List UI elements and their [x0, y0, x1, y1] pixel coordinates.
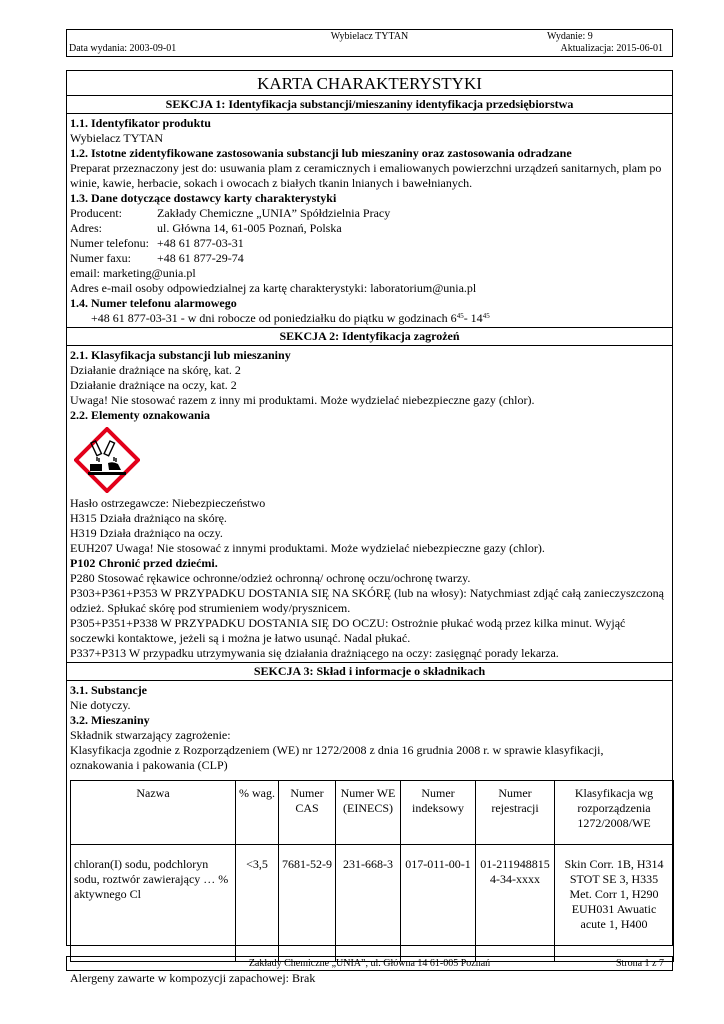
fax-value: +48 61 877-29-74	[157, 251, 244, 265]
phone-label: Numer telefonu:	[70, 236, 149, 250]
subsection-3-2: 3.2. Mieszaniny	[70, 713, 150, 727]
subsection-1-4: 1.4. Numer telefonu alarmowego	[70, 296, 237, 310]
precaution-p337: P337+P313 W przypadku utrzymywania się działania drażniącego na oczy: zasięgnąć porady lekarza.	[70, 646, 559, 660]
phone-row	[70, 236, 669, 251]
table-header: Numer rejestracji	[476, 781, 555, 845]
product-name: Wybielacz TYTAN	[70, 131, 164, 145]
subsection-1-2: 1.2. Istotne zidentyfikowane zastosowania substancji lub mieszaniny oraz zastosowania odradzane	[70, 146, 572, 160]
table-cell: Skin Corr. 1B, H314 STOT SE 3, H335 Met. Corr 1, H290 EUH031 Awuatic acute 1, H400	[555, 845, 674, 962]
header-product: Wybielacz TYTAN	[330, 31, 409, 42]
corrosion-pictogram-icon	[74, 427, 140, 493]
section-1-content	[67, 114, 672, 327]
footer-page-number: Strona 1 z 7	[615, 958, 664, 969]
header-edition: Wydanie: 9	[547, 31, 593, 42]
phone-value: +48 61 877-03-31	[157, 236, 244, 250]
composition-table	[70, 780, 674, 962]
hazard-h319: H319 Działa drażniąco na oczy.	[70, 526, 223, 540]
responsible-email-line: Adres e-mail osoby odpowiedzialnej za kartę charakterystyki: laboratorium@unia.pl	[70, 281, 477, 295]
table-header: Numer indeksowy	[401, 781, 476, 845]
fax-row	[70, 251, 669, 266]
intended-use: Preparat przeznaczony jest do: usuwania plam z ceramicznych i emaliowanych powierzchni urządzeń sanitarnych, plam po winie, kawie, herbacie, sokach i owocach z białych tkanin lnianych i bawełnianych.	[70, 161, 662, 190]
emergency-phone: +48 61 877-03-31 - w dni robocze od poniedziałku do piątku w godzinach $6^{45}-$ $14^{45}$	[91, 311, 490, 325]
table-row	[71, 845, 674, 962]
clp-classification: Klasyfikacja zgodnie z Rozporządzeniem (WE) nr 1272/2008 z dnia 16 grudnia 2008 r. w sprawie klasyfikacji, oznakowania i pakowania (CLP)	[70, 743, 604, 772]
page-title: KARTA CHARAKTERYSTYKI	[67, 71, 672, 96]
footer-company: Zakłady Chemiczne „UNIA”, ul. Główna 14 61-005 Poznań	[248, 958, 491, 969]
table-header: % wag.	[236, 781, 279, 845]
producer-value: Zakłady Chemiczne „UNIA” Spółdzielnia Pracy	[157, 206, 391, 220]
table-cell: 231-668-3	[336, 845, 401, 962]
address-row	[70, 221, 669, 236]
page-footer	[66, 956, 673, 971]
classification-eyes: Działanie drażniące na oczy, kat. 2	[70, 378, 237, 392]
precaution-p280: P280 Stosować rękawice ochronne/odzież ochronną/ ochronę oczu/ochronę twarzy.	[70, 571, 471, 585]
subsection-2-1: 2.1. Klasyfikacja substancji lub mieszaniny	[70, 348, 291, 362]
table-header: Klasyfikacja wg rozporządzenia 1272/2008/WE	[555, 781, 674, 845]
header-update-date: Aktualizacja: 2015-06-01	[560, 43, 663, 54]
classification-skin: Działanie drażniące na skórę, kat. 2	[70, 363, 241, 377]
table-cell: chloran(I) sodu, podchloryn sodu, roztwór zawierający … % aktywnego Cl	[71, 845, 236, 962]
table-cell: 017-011-00-1	[401, 845, 476, 962]
section-3-content	[67, 681, 672, 987]
fax-label: Numer faxu:	[70, 251, 131, 265]
subsection-2-2: 2.2. Elementy oznakowania	[70, 408, 211, 422]
section-2-heading: SEKCJA 2: Identyfikacja zagrożeń	[67, 327, 672, 346]
classification-warning: Uwaga! Nie stosować razem z inny mi produktami. Może wydzielać niebezpieczne gazy (chlor).	[70, 393, 535, 407]
hazard-euh207: EUH207 Uwaga! Nie stosować z innymi produktami. Może wydzielać niebezpieczne gazy (chlor).	[70, 541, 545, 555]
table-cell: 7681-52-9	[279, 845, 336, 962]
address-value: ul. Główna 14, 61-005 Poznań, Polska	[157, 221, 342, 235]
signal-word: Hasło ostrzegawcze: Niebezpieczeństwo	[70, 496, 266, 510]
email-line: email: marketing@unia.pl	[70, 266, 196, 280]
section-2-content	[67, 346, 672, 662]
table-header: Numer WE (EINECS)	[336, 781, 401, 845]
precaution-p305: P305+P351+P338 W PRZYPADKU DOSTANIA SIĘ DO OCZU: Ostrożnie płukać wodą przez kilka minut. Wyjąć soczewki kontaktowe, jeżeli są i można je łatwo usunąć. Nadal płukać.	[70, 616, 626, 645]
producer-row	[70, 206, 669, 221]
table-cell: 01-2119488154-34-xxxx	[476, 845, 555, 962]
table-header-row	[71, 781, 674, 845]
subsection-1-1: 1.1. Identyfikator produktu	[70, 116, 211, 130]
substances-na: Nie dotyczy.	[70, 698, 131, 712]
hazard-component-label: Składnik stwarzający zagrożenie:	[70, 728, 231, 742]
subsection-1-3: 1.3. Dane dotyczące dostawcy karty charakterystyki	[70, 191, 337, 205]
precaution-p303: P303+P361+P353 W PRZYPADKU DOSTANIA SIĘ NA SKÓRĘ (lub na włosy): Natychmiast zdjąć całą zanieczyszczoną odzież. Spłukać skórę pod strumieniem wody/prysznicem.	[70, 586, 664, 615]
precaution-p102: P102 Chronić przed dziećmi.	[70, 556, 218, 570]
table-cell: <3,5	[236, 845, 279, 962]
address-label: Adres:	[70, 221, 102, 235]
subsection-3-1: 3.1. Substancje	[70, 683, 148, 697]
producer-label: Producent:	[70, 206, 122, 220]
section-1-heading: SEKCJA 1: Identyfikacja substancji/mieszaniny identyfikacja przedsiębiorstwa	[67, 96, 672, 114]
section-3-heading: SEKCJA 3: Skład i informacje o składnikach	[67, 662, 672, 681]
table-header: Nazwa	[71, 781, 236, 845]
header-issue-date: Data wydania: 2003-09-01	[69, 43, 177, 54]
allergens-line: Alergeny zawarte w kompozycji zapachowej: Brak	[70, 971, 316, 985]
table-header: Numer CAS	[279, 781, 336, 845]
hazard-h315: H315 Działa drażniąco na skórę.	[70, 511, 227, 525]
page-header	[66, 29, 673, 57]
